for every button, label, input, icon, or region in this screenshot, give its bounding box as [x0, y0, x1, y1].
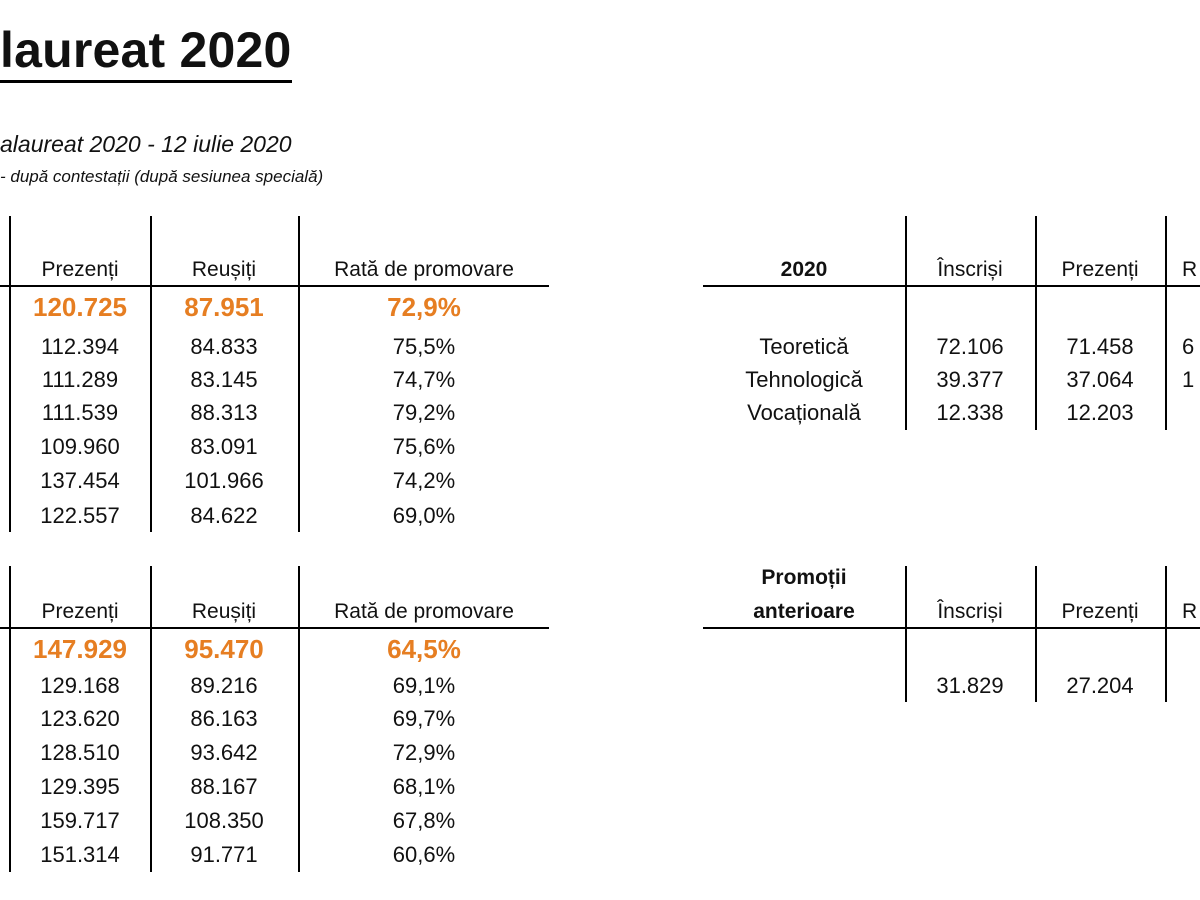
page-title: laureat 2020	[0, 22, 292, 83]
table1-total-prezenti: 120.725	[33, 292, 127, 322]
table2-header-rule	[0, 627, 549, 629]
table3-divider	[1165, 216, 1167, 430]
table2-cell: 69,7%	[392, 706, 456, 731]
table2-total-rata: 64,5%	[387, 634, 461, 664]
table3-header-year: 2020	[780, 258, 828, 281]
table2-cell: 159.717	[40, 808, 120, 833]
table2-cell: 128.510	[40, 740, 120, 765]
table4-header-label-line1: Promoții	[761, 566, 847, 589]
table4-header-label-line2: anterioare	[753, 600, 855, 623]
table2-cell: 69,1%	[392, 673, 456, 698]
table2-total-prezenti: 147.929	[33, 634, 127, 664]
table3-cell: 12.203	[1066, 400, 1134, 425]
table3-cell: 72.106	[936, 334, 1004, 359]
table1-total-rata: 72,9%	[387, 292, 461, 322]
table4-header-prezenti: Prezenți	[1061, 600, 1139, 623]
table2-cell: 151.314	[40, 842, 120, 867]
table3-header-rule	[703, 285, 1200, 287]
table3-row-label: Teoretică	[759, 334, 849, 359]
table1-header-reusiti: Reușiți	[191, 258, 257, 281]
table3-header-prezenti: Prezenți	[1061, 258, 1139, 281]
table1-header-rule	[0, 285, 549, 287]
table3-cell: 12.338	[936, 400, 1004, 425]
table1-cell: 122.557	[40, 503, 120, 528]
table3-cell-partial: 6	[1182, 334, 1195, 359]
table2-cell: 91.771	[190, 842, 258, 867]
table1-cell: 101.966	[184, 468, 264, 493]
table4-divider	[1165, 566, 1167, 702]
table2-cell: 93.642	[190, 740, 258, 765]
table4-header-partial: R	[1182, 600, 1198, 623]
table2-cell: 123.620	[40, 706, 120, 731]
table2-total-reusiti: 95.470	[184, 634, 264, 664]
table2-cell: 108.350	[184, 808, 264, 833]
table3-header-partial: R	[1182, 258, 1198, 281]
table1-total-reusiti: 87.951	[184, 292, 264, 322]
table2-divider	[9, 566, 11, 872]
table1-cell: 83.145	[190, 367, 258, 392]
table2-header-rata: Rată de promovare	[334, 600, 514, 623]
table2-cell: 129.395	[40, 774, 120, 799]
table1-cell: 74,2%	[392, 468, 456, 493]
table1-cell: 83.091	[190, 434, 258, 459]
table1-cell: 74,7%	[392, 367, 456, 392]
table1-cell: 111.289	[41, 367, 119, 392]
table1-cell: 137.454	[40, 468, 120, 493]
table3-cell: 39.377	[936, 367, 1004, 392]
report-subtitle: alaureat 2020 - 12 iulie 2020	[0, 131, 292, 157]
table1-header-rata: Rată de promovare	[334, 258, 514, 281]
table2-cell: 72,9%	[392, 740, 456, 765]
table2-cell: 129.168	[40, 673, 120, 698]
table1-cell: 109.960	[40, 434, 120, 459]
table3-row-label: Tehnologică	[745, 367, 863, 392]
table1-divider	[9, 216, 11, 532]
table2-cell: 60,6%	[392, 842, 456, 867]
table1-cell: 75,5%	[392, 334, 456, 359]
table2-cell: 89.216	[190, 673, 258, 698]
table1-cell: 84.622	[190, 503, 258, 528]
table1-cell: 112.394	[41, 334, 119, 359]
table2-cell: 88.167	[190, 774, 258, 799]
table2-header-prezenti: Prezenți	[41, 600, 119, 623]
table1-cell: 88.313	[190, 400, 258, 425]
table1-cell: 75,6%	[392, 434, 456, 459]
table3-header-inscrisi: Înscriși	[937, 258, 1003, 281]
table2-header-reusiti: Reușiți	[191, 600, 257, 623]
table1-cell: 111.539	[41, 400, 119, 425]
table3-cell: 37.064	[1066, 367, 1134, 392]
table2-cell: 68,1%	[392, 774, 456, 799]
table3-cell: 71.458	[1066, 334, 1134, 359]
table1-cell: 79,2%	[392, 400, 456, 425]
table1-header-prezenti: Prezenți	[41, 258, 119, 281]
report-subnote: - după contestații (după sesiunea specială)	[0, 167, 324, 186]
table2-cell: 67,8%	[392, 808, 456, 833]
table4-header-rule	[703, 627, 1200, 629]
table1-cell: 84.833	[190, 334, 258, 359]
table4-cell: 31.829	[936, 673, 1004, 698]
table3-row-label: Vocațională	[747, 400, 861, 425]
table4-header-inscrisi: Înscriși	[937, 600, 1003, 623]
table2-cell: 86.163	[190, 706, 258, 731]
table3-cell-partial: 1	[1182, 367, 1195, 392]
table4-cell: 27.204	[1066, 673, 1134, 698]
table1-cell: 69,0%	[392, 503, 456, 528]
